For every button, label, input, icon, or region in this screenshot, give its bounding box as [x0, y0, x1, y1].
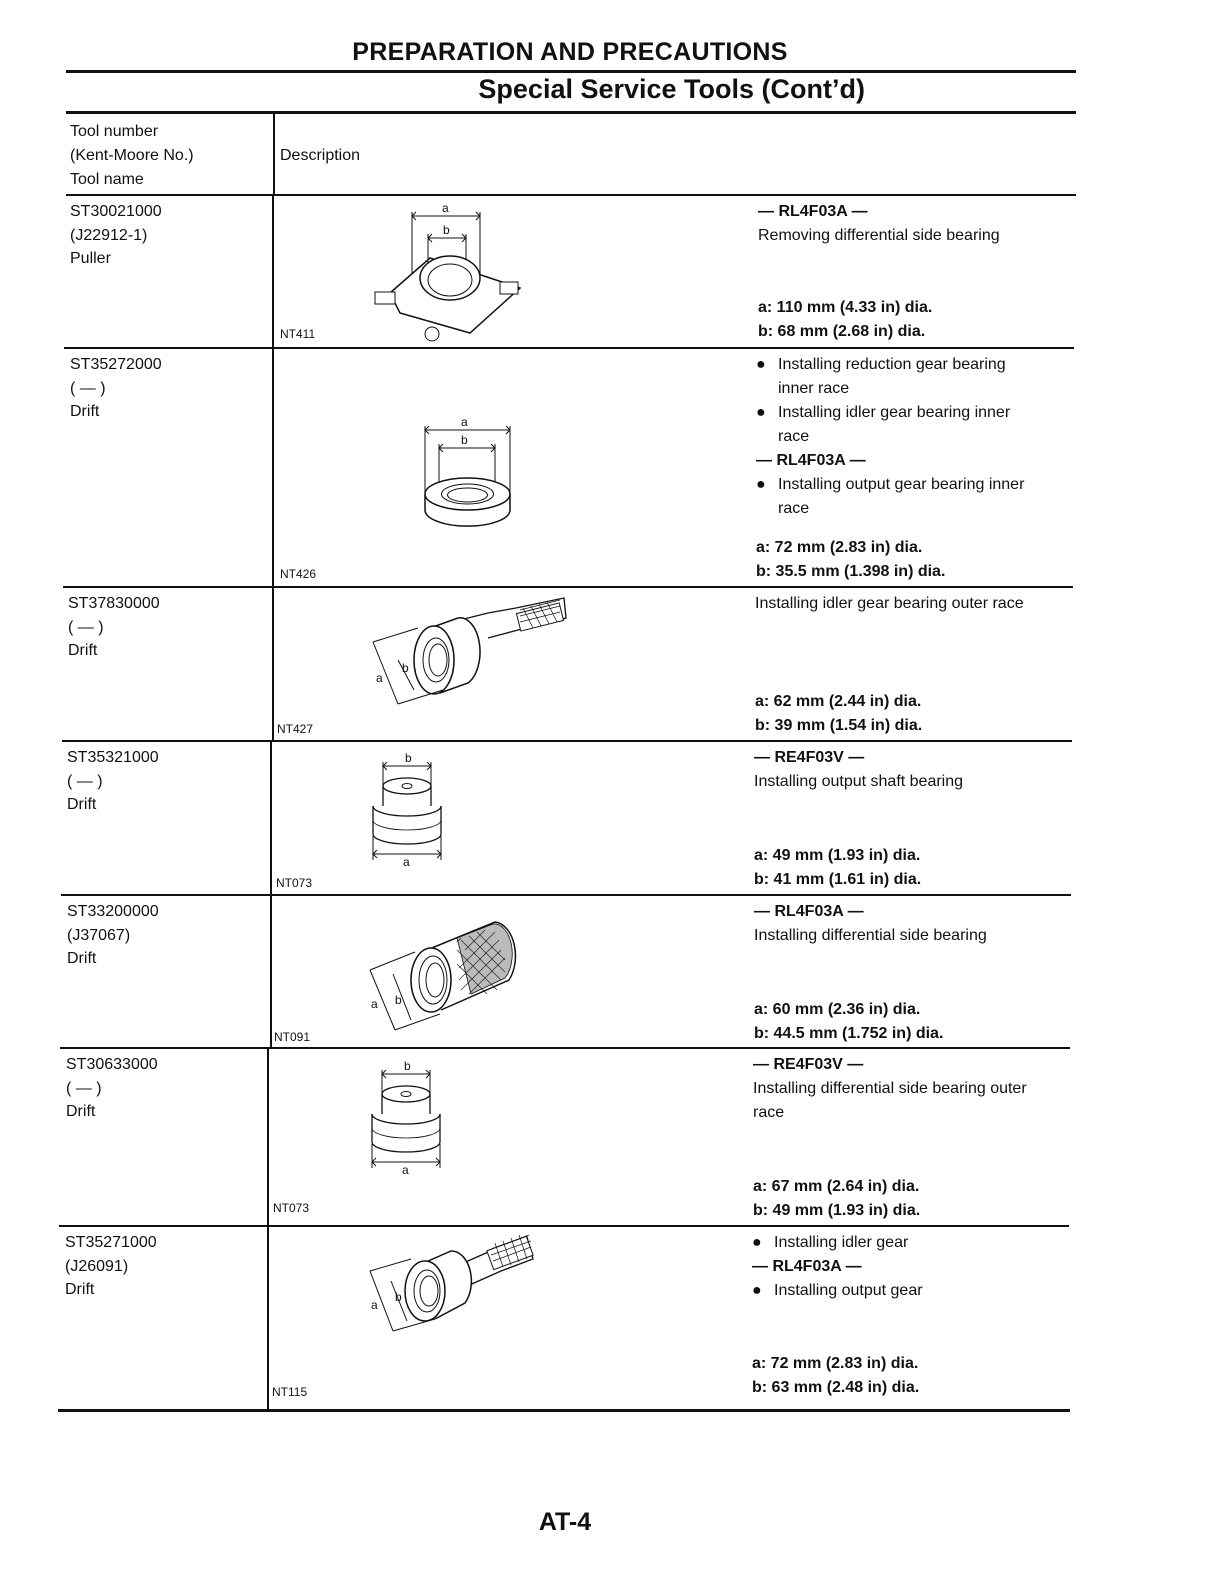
description-line: ● Installing output gear bearing inner	[756, 473, 1024, 497]
tool-number: ST30633000	[66, 1056, 158, 1073]
tool-number: ST35321000	[67, 749, 159, 766]
figure-code: NT073	[273, 1201, 310, 1215]
tool-number: ST37830000	[68, 595, 160, 612]
dimension-a: a: 110 mm (4.33 in) dia.	[758, 299, 933, 316]
row-divider	[61, 894, 1071, 896]
tool-number: ST35271000	[65, 1234, 157, 1251]
drift-illustration	[362, 1058, 452, 1176]
tool-name: Drift	[67, 950, 97, 967]
dimensions	[758, 296, 932, 344]
kent-moore-number: ( — )	[66, 1079, 102, 1097]
dimension-a: a: 67 mm (2.64 in) dia.	[753, 1178, 920, 1195]
column-header-tool-line: Tool number	[70, 123, 159, 140]
model-label: — RL4F03A —	[758, 203, 868, 220]
dimension-b: b: 63 mm (2.48 in) dia.	[752, 1379, 920, 1396]
label-a: a	[442, 201, 449, 215]
dimensions	[755, 690, 922, 738]
tool-cell	[68, 592, 160, 663]
column-header-tool-line: (Kent-Moore No.)	[70, 147, 194, 164]
description-line: race	[753, 1104, 785, 1121]
kent-moore-number: (J22912-1)	[70, 226, 148, 244]
puller-illustration	[370, 198, 530, 346]
figure-code: NT115	[272, 1385, 308, 1399]
description-line: ● Installing idler gear	[752, 1231, 923, 1255]
tool-cell	[70, 200, 162, 271]
description	[755, 592, 1024, 616]
dimension-a: a: 60 mm (2.36 in) dia.	[754, 1001, 921, 1018]
description	[756, 353, 1024, 521]
description-line: ● Installing output gear	[752, 1279, 923, 1303]
description	[758, 200, 1000, 248]
drift-illustration	[365, 750, 455, 868]
column-divider	[267, 1048, 269, 1410]
description-line: Removing differential side bearing	[758, 227, 1000, 244]
dimensions	[752, 1352, 919, 1400]
label-b: b	[405, 751, 412, 765]
tool-number: ST30021000	[70, 203, 162, 220]
header-rule	[66, 70, 1076, 73]
tool-number: ST35272000	[70, 356, 162, 373]
dimension-b: b: 39 mm (1.54 in) dia.	[755, 717, 923, 734]
dimension-a: a: 49 mm (1.93 in) dia.	[754, 847, 921, 864]
dimension-a: a: 62 mm (2.44 in) dia.	[755, 693, 922, 710]
column-header-description: Description	[280, 147, 361, 164]
description-line: Installing output shaft bearing	[754, 773, 964, 790]
label-a: a	[376, 671, 383, 685]
row-divider	[59, 1225, 1069, 1227]
dimension-b: b: 41 mm (1.61 in) dia.	[754, 871, 922, 888]
dimensions	[754, 844, 921, 892]
tool-cell	[65, 1231, 157, 1302]
description-line: Installing differential side bearing	[754, 927, 987, 944]
label-b: b	[443, 223, 450, 237]
section-title: PREPARATION AND PRECAUTIONS	[352, 38, 788, 66]
tool-cell	[66, 1053, 158, 1124]
description-line: Installing differential side bearing outer	[753, 1080, 1027, 1097]
dimension-a: a: 72 mm (2.83 in) dia.	[756, 539, 923, 556]
kent-moore-number: (J37067)	[67, 926, 131, 944]
page-subtitle: Special Service Tools (Cont’d)	[478, 74, 865, 104]
page-number: AT-4	[538, 1508, 592, 1536]
description	[753, 1053, 1027, 1125]
tool-cell	[67, 900, 159, 971]
label-a: a	[371, 997, 378, 1011]
bullet-icon: ●	[756, 476, 766, 493]
tool-name: Drift	[67, 796, 97, 813]
label-a: a	[461, 415, 468, 429]
model-label: — RL4F03A —	[756, 452, 866, 469]
description-line: Installing idler gear bearing outer race	[755, 595, 1024, 612]
dimension-b: b: 35.5 mm (1.398 in) dia.	[756, 563, 946, 580]
table-header-rule	[66, 194, 1076, 196]
kent-moore-number: (J26091)	[65, 1257, 129, 1275]
row-divider	[60, 1047, 1070, 1049]
description-line: inner race	[778, 380, 850, 397]
dimensions	[753, 1175, 920, 1223]
description-line: ● Installing reduction gear bearing	[756, 353, 1024, 377]
dimension-b: b: 68 mm (2.68 in) dia.	[758, 323, 926, 340]
kent-moore-number: ( — )	[70, 379, 106, 397]
tool-name: Puller	[70, 250, 111, 267]
label-b: b	[402, 661, 409, 675]
dimensions	[754, 998, 943, 1046]
kent-moore-number: ( — )	[68, 618, 104, 636]
column-header-tool-line: Tool name	[70, 171, 144, 188]
figure-code: NT411	[280, 327, 316, 341]
model-label: — RL4F03A —	[752, 1258, 862, 1275]
label-a: a	[402, 1163, 409, 1177]
dimension-a: a: 72 mm (2.83 in) dia.	[752, 1355, 919, 1372]
description-line: ● Installing idler gear bearing inner	[756, 401, 1024, 425]
label-b: b	[395, 1290, 402, 1304]
description	[752, 1231, 923, 1303]
bullet-icon: ●	[756, 356, 766, 373]
table-bottom-rule	[58, 1409, 1070, 1412]
description	[754, 746, 963, 794]
description-line: race	[778, 500, 810, 517]
bullet-icon: ●	[752, 1282, 762, 1299]
row-divider	[63, 586, 1073, 588]
description-line: race	[778, 428, 810, 445]
tool-name: Drift	[65, 1281, 95, 1298]
bullet-icon: ●	[756, 404, 766, 421]
label-a: a	[371, 1298, 378, 1312]
figure-code: NT426	[280, 567, 317, 581]
tool-name: Drift	[70, 403, 100, 420]
tool-number: ST33200000	[67, 903, 159, 920]
tool-name: Drift	[68, 642, 98, 659]
dimension-b: b: 49 mm (1.93 in) dia.	[753, 1202, 921, 1219]
tool-cell	[70, 353, 162, 424]
kent-moore-number: ( — )	[67, 772, 103, 790]
row-divider	[64, 347, 1074, 349]
figure-code: NT427	[277, 722, 314, 736]
column-divider	[272, 196, 274, 741]
tool-name: Drift	[66, 1103, 96, 1120]
drift-illustration	[415, 412, 535, 530]
drift-illustration	[368, 598, 568, 716]
model-label: — RE4F03V —	[754, 749, 865, 766]
row-divider	[62, 740, 1072, 742]
label-b: b	[461, 433, 468, 447]
dimension-b: b: 44.5 mm (1.752 in) dia.	[754, 1025, 944, 1042]
drift-illustration	[365, 910, 535, 1035]
subtitle-rule	[66, 111, 1076, 114]
drift-illustration	[365, 1235, 540, 1345]
description	[754, 900, 987, 948]
dimensions	[756, 536, 945, 584]
bullet-icon: ●	[752, 1234, 762, 1251]
label-b: b	[404, 1059, 411, 1073]
model-label: — RE4F03V —	[753, 1056, 864, 1073]
tool-cell	[67, 746, 159, 817]
figure-code: NT073	[276, 876, 313, 890]
figure-code: NT091	[274, 1030, 311, 1044]
label-a: a	[403, 855, 410, 869]
model-label: — RL4F03A —	[754, 903, 864, 920]
column-divider	[273, 113, 275, 196]
label-b: b	[395, 993, 402, 1007]
column-header-tool	[70, 120, 194, 192]
